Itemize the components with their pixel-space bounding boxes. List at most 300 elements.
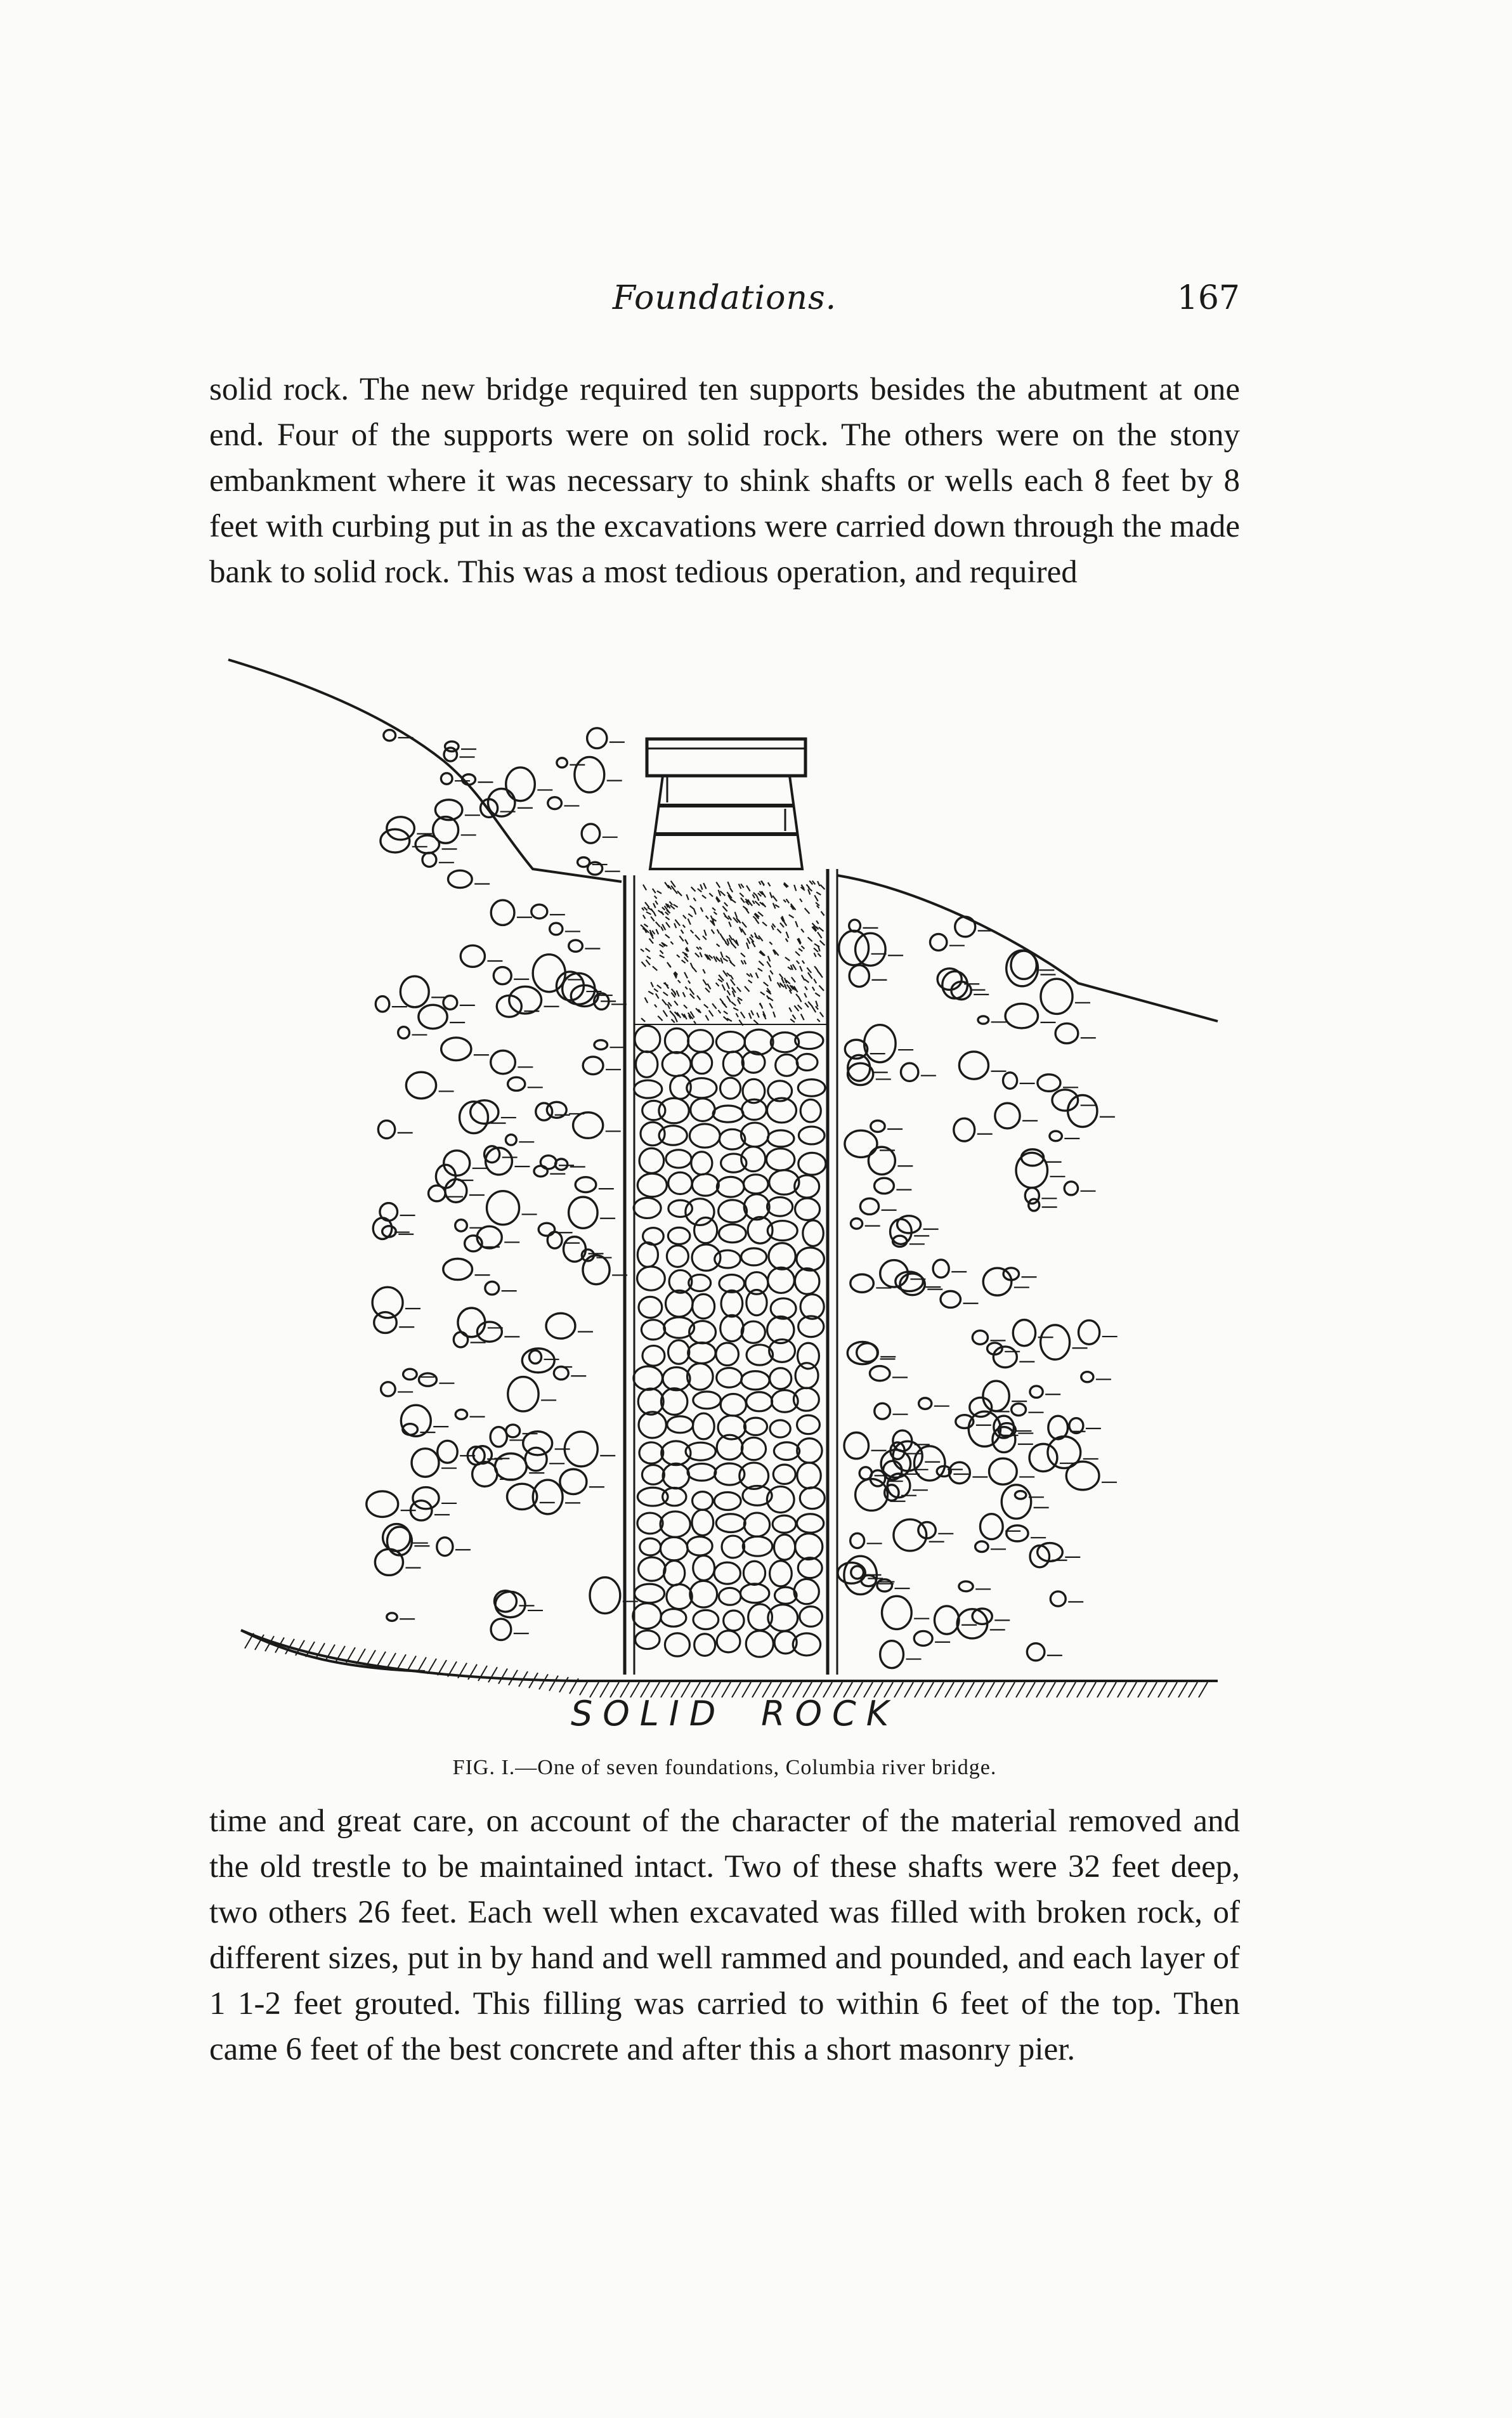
hatch-line xyxy=(925,1682,934,1697)
concrete-fleck xyxy=(707,984,710,990)
concrete-fleck xyxy=(816,1001,818,1007)
fill-stone xyxy=(694,1634,715,1656)
embankment-stone xyxy=(851,1566,864,1579)
fill-stone xyxy=(794,1579,819,1604)
concrete-fleck xyxy=(808,938,812,942)
embankment-stone xyxy=(1050,1131,1062,1140)
fill-stone xyxy=(637,1267,665,1290)
pier-cap xyxy=(647,739,805,776)
fill-stone xyxy=(666,1290,693,1316)
fill-stone xyxy=(798,1558,822,1578)
concrete-fleck xyxy=(779,983,782,986)
fill-stone xyxy=(634,1198,661,1218)
fill-stone xyxy=(774,1534,795,1560)
concrete-fleck xyxy=(656,922,660,927)
concrete-fleck xyxy=(798,997,802,1002)
concrete-fleck xyxy=(658,1016,662,1021)
embankment-stone xyxy=(387,817,415,840)
fill-stone xyxy=(719,1200,747,1222)
embankment-stone xyxy=(914,1631,932,1645)
concrete-fleck xyxy=(786,938,788,941)
concrete-fleck xyxy=(646,912,651,915)
hatch-line xyxy=(1148,1682,1157,1697)
embankment-stone xyxy=(1041,1325,1070,1359)
embankment-stone xyxy=(949,1462,970,1483)
embankment-stone xyxy=(1001,1485,1031,1519)
fill-stone xyxy=(720,1394,746,1416)
hatch-line xyxy=(367,1650,375,1666)
embankment-stone xyxy=(849,965,869,987)
embankment-stone xyxy=(403,1369,417,1380)
embankment-stone xyxy=(367,1491,398,1517)
concrete-fleck xyxy=(684,957,688,962)
embankment-stone xyxy=(1081,1372,1093,1382)
concrete-fleck xyxy=(675,1016,677,1022)
concrete-fleck xyxy=(655,896,657,898)
embankment-stone xyxy=(569,940,583,951)
embankment-stone xyxy=(569,1197,597,1228)
embankment-stone xyxy=(444,748,457,761)
concrete-fleck xyxy=(735,912,738,918)
bedrock-hatching xyxy=(245,1633,1208,1697)
concrete-fleck xyxy=(678,980,681,983)
concrete-fleck xyxy=(703,969,705,974)
embankment-stone xyxy=(978,1016,989,1024)
concrete-fleck xyxy=(727,990,731,995)
embankment-stone xyxy=(455,1220,467,1231)
hatch-line xyxy=(1158,1682,1167,1697)
right-embankment-outline xyxy=(837,875,1218,1021)
fill-stone xyxy=(665,1633,689,1656)
fill-stone xyxy=(719,1588,741,1605)
concrete-fleck xyxy=(816,903,819,906)
fill-stone xyxy=(689,1124,720,1147)
concrete-fleck xyxy=(777,929,781,933)
embankment-stone xyxy=(954,1118,975,1141)
concrete-fleck xyxy=(820,885,824,889)
label-rock: ROCK xyxy=(761,1694,899,1732)
embankment-stone xyxy=(1007,1526,1028,1541)
embankment-stone xyxy=(959,1052,988,1079)
fill-stone xyxy=(741,1123,768,1147)
concrete-fleck xyxy=(808,889,810,894)
concrete-fleck xyxy=(685,987,688,990)
embankment-stone xyxy=(860,1198,878,1214)
embankment-stone xyxy=(934,1606,959,1634)
concrete-fleck xyxy=(646,948,650,951)
fill-stone xyxy=(668,1172,692,1194)
embankment-stone xyxy=(437,1538,453,1556)
embankment-stone xyxy=(880,1641,904,1668)
embankment-stone xyxy=(490,1427,507,1447)
concrete-fleck xyxy=(758,912,763,917)
fill-stone xyxy=(692,1510,714,1536)
fill-stone xyxy=(639,1148,664,1173)
hatch-line xyxy=(752,1682,761,1697)
concrete-fleck xyxy=(793,964,796,970)
paragraph-before-figure xyxy=(209,367,1240,595)
embankment-stone xyxy=(995,1103,1020,1128)
concrete-fleck xyxy=(670,901,673,905)
fill-stone xyxy=(772,1515,796,1532)
embankment-stone xyxy=(882,1596,912,1629)
concrete-fleck xyxy=(785,984,786,989)
embankment-stone xyxy=(491,900,514,925)
concrete-fleck xyxy=(641,925,645,929)
label-solid: SOLID xyxy=(571,1694,726,1732)
concrete-fleck xyxy=(700,952,701,957)
fill-stone xyxy=(642,1345,665,1366)
concrete-fleck xyxy=(760,992,765,995)
embankment-stone xyxy=(583,1057,603,1075)
concrete-fleck xyxy=(794,885,796,891)
concrete-fleck xyxy=(674,905,678,907)
embankment-stone xyxy=(487,1191,519,1225)
fill-stone xyxy=(795,1534,823,1560)
concrete-fleck xyxy=(727,882,730,887)
embankment-stone xyxy=(1016,1153,1047,1187)
hatch-line xyxy=(965,1682,974,1697)
fill-stone xyxy=(770,1368,792,1389)
shaft-broken-rock-fill xyxy=(633,1026,826,1657)
hatch-line xyxy=(996,1682,1005,1697)
concrete-fleck xyxy=(741,898,745,903)
concrete-fleck xyxy=(729,922,731,927)
fill-stone xyxy=(741,1437,766,1460)
fill-stone xyxy=(745,1029,773,1054)
hatch-line xyxy=(904,1682,913,1697)
fill-stone xyxy=(716,1514,745,1532)
embankment-stone xyxy=(983,1268,1012,1295)
embankment-stone xyxy=(493,967,511,984)
concrete-fleck xyxy=(667,1004,670,1009)
concrete-fleck xyxy=(742,922,746,928)
fill-stone xyxy=(797,1248,824,1271)
embankment-stone xyxy=(422,853,436,866)
concrete-fleck xyxy=(670,941,673,944)
concrete-fleck xyxy=(679,936,683,941)
concrete-fleck xyxy=(751,934,753,938)
concrete-fleck xyxy=(757,1012,759,1017)
concrete-fleck xyxy=(807,967,811,972)
embankment-stone xyxy=(1015,1491,1026,1500)
fill-stone xyxy=(635,1631,660,1649)
fill-stone xyxy=(719,1224,746,1243)
concrete-fleck xyxy=(727,983,729,989)
embankment-stone xyxy=(438,1441,457,1463)
concrete-fleck xyxy=(737,987,741,991)
concrete-fleck xyxy=(653,889,656,893)
concrete-fleck xyxy=(693,898,696,901)
concrete-fleck xyxy=(814,944,819,947)
concrete-fleck xyxy=(748,980,752,983)
concrete-fleck xyxy=(701,907,703,912)
concrete-fleck xyxy=(671,886,673,888)
bedrock-surface xyxy=(241,1630,1218,1681)
concrete-fleck xyxy=(783,899,786,902)
embankment-stone xyxy=(413,1487,439,1509)
concrete-fleck xyxy=(716,983,719,986)
fill-stone xyxy=(714,1562,740,1584)
concrete-fleck xyxy=(656,993,659,998)
concrete-fleck xyxy=(794,1005,798,1011)
embankment-stone xyxy=(1055,1023,1078,1043)
concrete-fleck xyxy=(722,984,726,991)
concrete-fleck xyxy=(712,1003,717,1009)
concrete-fleck xyxy=(709,893,713,896)
concrete-fleck xyxy=(641,949,644,951)
fill-stone xyxy=(667,1416,693,1433)
fill-stone xyxy=(690,1581,717,1607)
fill-stone xyxy=(743,1175,768,1194)
concrete-fleck xyxy=(812,987,814,991)
concrete-fleck xyxy=(688,918,691,924)
concrete-fleck xyxy=(741,953,745,957)
concrete-fleck xyxy=(788,967,792,969)
concrete-fleck xyxy=(775,905,779,907)
concrete-fleck xyxy=(817,1019,819,1021)
concrete-fleck xyxy=(753,1020,758,1024)
embankment-stone xyxy=(1011,951,1036,979)
fill-stone xyxy=(798,1127,824,1144)
embankment-stone xyxy=(403,1424,418,1435)
concrete-fleck xyxy=(816,927,818,929)
concrete-fleck xyxy=(798,1005,802,1009)
concrete-fleck xyxy=(647,956,651,958)
embankment-stone xyxy=(508,1377,538,1411)
fill-stone xyxy=(767,1197,793,1216)
fill-stone xyxy=(746,1631,773,1657)
fill-stone xyxy=(767,1130,794,1147)
concrete-fleck xyxy=(753,894,755,898)
fill-stone xyxy=(663,1368,690,1390)
embankment-stone xyxy=(875,1178,894,1194)
fill-stone xyxy=(692,1245,720,1271)
concrete-fleck xyxy=(686,894,688,900)
concrete-fleck xyxy=(753,901,755,904)
concrete-fleck xyxy=(655,901,658,905)
embankment-stone xyxy=(531,905,547,918)
hatch-line xyxy=(407,1656,416,1671)
concrete-fleck xyxy=(645,902,649,907)
concrete-fleck xyxy=(804,979,809,983)
fill-stone xyxy=(688,1342,715,1363)
embankment-stone xyxy=(554,1367,568,1380)
concrete-fleck xyxy=(651,917,654,921)
fill-stone xyxy=(746,1392,772,1411)
concrete-fleck xyxy=(800,899,802,902)
fill-stone xyxy=(800,1099,821,1122)
fill-stone xyxy=(688,1030,714,1052)
embankment-stone xyxy=(560,1469,587,1494)
running-head xyxy=(209,279,1240,330)
embankment-stone xyxy=(538,1223,554,1236)
hatch-line xyxy=(387,1653,396,1668)
concrete-fleck xyxy=(688,981,690,984)
embankment-stone xyxy=(989,1458,1017,1484)
embankment-stone xyxy=(850,1219,862,1229)
fill-stone xyxy=(797,1463,821,1489)
embankment-stone xyxy=(505,1135,516,1146)
concrete-fleck xyxy=(767,962,771,967)
fill-stone xyxy=(659,1098,689,1123)
concrete-fleck xyxy=(769,942,772,944)
concrete-fleck xyxy=(786,932,789,938)
concrete-fleck xyxy=(714,912,717,915)
embankment-stone xyxy=(975,1541,988,1552)
fill-stone xyxy=(640,1538,661,1555)
hatch-line xyxy=(1168,1682,1177,1697)
fill-stone xyxy=(691,1152,712,1175)
embankment-stone xyxy=(477,1226,502,1248)
concrete-fleck xyxy=(709,1010,714,1017)
hatch-line xyxy=(356,1649,365,1664)
fill-stone xyxy=(721,1290,743,1317)
fill-stone xyxy=(717,1631,740,1652)
concrete-fleck xyxy=(805,986,807,990)
fill-stone xyxy=(665,1028,688,1053)
concrete-fleck xyxy=(717,944,720,946)
right-embankment-stones xyxy=(838,917,1100,1668)
fill-stone xyxy=(664,1560,685,1585)
fill-stone xyxy=(686,1199,714,1225)
concrete-fleck xyxy=(744,960,746,964)
embankment-stone xyxy=(1005,1003,1038,1028)
embankment-stone xyxy=(839,931,869,965)
concrete-fleck xyxy=(769,1003,772,1009)
embankment-stone xyxy=(1025,1187,1039,1203)
fill-stone xyxy=(691,1099,715,1121)
fill-stone xyxy=(797,1514,823,1533)
concrete-fleck xyxy=(663,1010,668,1017)
fill-stone xyxy=(641,1320,665,1340)
embankment-stone xyxy=(491,1619,511,1640)
fill-stone xyxy=(766,1149,794,1171)
concrete-fleck xyxy=(768,956,770,962)
concrete-fleck xyxy=(719,890,721,896)
fill-stone xyxy=(688,1463,716,1480)
concrete-fleck xyxy=(749,1013,752,1019)
fill-stone xyxy=(639,1412,666,1438)
embankment-stone xyxy=(582,824,600,843)
concrete-fleck xyxy=(816,920,819,924)
concrete-fleck xyxy=(814,953,816,957)
embankment-stone xyxy=(845,1130,877,1157)
concrete-fleck xyxy=(657,985,662,988)
fill-stone xyxy=(693,1492,713,1510)
embankment-stone xyxy=(419,1005,447,1028)
concrete-fleck xyxy=(661,927,663,931)
embankment-stone xyxy=(1041,979,1072,1014)
concrete-fleck xyxy=(694,910,696,915)
fill-stone xyxy=(795,1363,818,1389)
fill-stone xyxy=(768,1267,795,1293)
hatch-line xyxy=(1077,1682,1086,1697)
fill-stone xyxy=(741,1321,765,1343)
concrete-fleck xyxy=(759,882,761,885)
embankment-stone xyxy=(972,1609,992,1624)
embankment-stone xyxy=(506,768,535,801)
concrete-fleck xyxy=(770,892,772,898)
embankment-stone xyxy=(1030,1386,1043,1398)
hatch-line xyxy=(1016,1682,1025,1697)
concrete-fleck xyxy=(756,972,759,978)
hatch-line xyxy=(1036,1682,1045,1697)
fill-stone xyxy=(659,1126,687,1146)
concrete-fleck xyxy=(641,962,646,967)
concrete-fleck xyxy=(779,974,783,978)
fill-stone xyxy=(770,1420,790,1437)
fill-stone xyxy=(637,1513,663,1534)
concrete-fleck xyxy=(746,886,750,891)
concrete-fleck xyxy=(785,957,790,960)
concrete-fleck xyxy=(767,995,769,999)
concrete-fleck xyxy=(796,994,798,997)
concrete-fleck xyxy=(745,986,750,991)
concrete-fleck xyxy=(816,892,821,894)
concrete-fleck xyxy=(727,996,731,1002)
concrete-fleck xyxy=(795,951,800,956)
fill-stone xyxy=(797,1054,818,1071)
concrete-fleck xyxy=(712,929,715,934)
embankment-stone xyxy=(441,1038,471,1061)
concrete-fleck xyxy=(677,955,680,957)
fill-stone xyxy=(714,1492,741,1510)
hatch-line xyxy=(1046,1682,1055,1697)
fill-stone xyxy=(639,1442,663,1463)
hatch-line xyxy=(509,1670,518,1685)
concrete-fleck xyxy=(802,946,805,949)
fill-stone xyxy=(668,1340,689,1364)
embankment-stone xyxy=(563,973,595,1004)
concrete-fleck xyxy=(665,934,670,938)
hatch-line xyxy=(935,1682,944,1697)
concrete-fleck xyxy=(660,955,665,958)
concrete-fleck xyxy=(731,979,735,985)
concrete-fleck xyxy=(706,916,708,919)
concrete-fleck xyxy=(674,1001,678,1005)
embankment-stone xyxy=(871,1121,885,1132)
fill-stone xyxy=(717,1368,742,1388)
fill-stone xyxy=(692,1052,712,1074)
embankment-stone xyxy=(378,1121,394,1139)
concrete-fleck xyxy=(695,935,700,940)
concrete-fleck xyxy=(764,982,769,986)
concrete-fleck xyxy=(818,881,819,886)
fill-stone xyxy=(795,1198,820,1220)
embankment-stone xyxy=(590,1578,620,1614)
concrete-fleck xyxy=(703,883,706,889)
concrete-fleck xyxy=(696,947,699,950)
embankment-stone xyxy=(850,1533,864,1548)
fill-stone xyxy=(743,1561,765,1585)
concrete-fleck xyxy=(700,884,702,889)
hatch-line xyxy=(1067,1682,1076,1697)
concrete-fleck xyxy=(816,1006,818,1009)
concrete-fleck xyxy=(720,951,722,957)
concrete-fleck xyxy=(819,927,824,931)
foundation-diagram xyxy=(216,641,1243,1732)
fill-stone xyxy=(773,1465,795,1484)
concrete-fleck xyxy=(672,1019,675,1023)
concrete-fleck xyxy=(663,992,668,996)
concrete-fleck xyxy=(789,915,794,918)
embankment-stone xyxy=(583,1255,609,1284)
concrete-fleck xyxy=(818,971,821,975)
concrete-fleck xyxy=(818,953,821,957)
paragraph-text: solid rock. The new bridge required ten supports besides the abutment at one end. Four of the supports were on solid rock. The others were on the stony embankment where it was necessary to shink shafts or wells each 8 feet by 8 feet with curbing put in as the excavations were carried down through the made bank to solid rock. This was a most tedious operation, and required xyxy=(209,372,1240,590)
embankment-stone xyxy=(1013,1320,1035,1346)
